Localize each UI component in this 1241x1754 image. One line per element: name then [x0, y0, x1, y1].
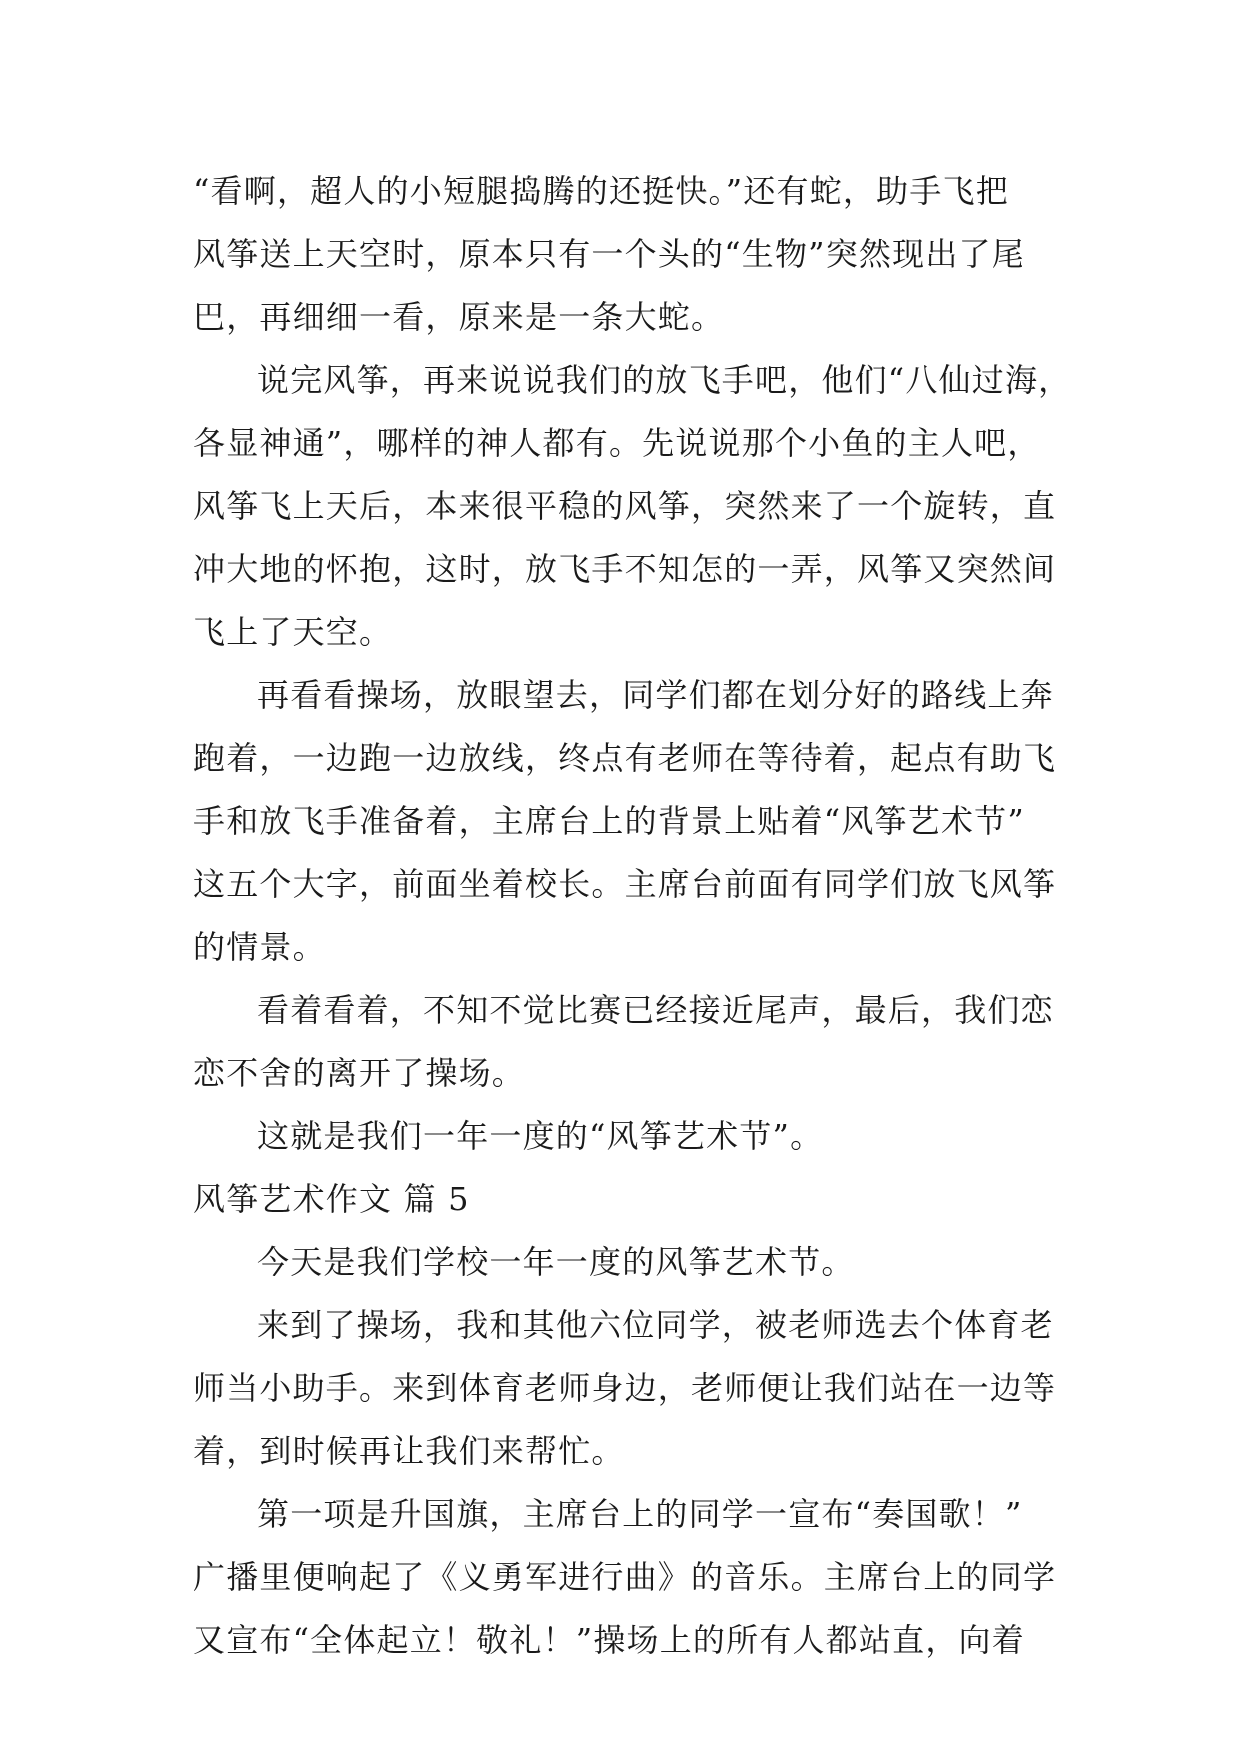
- paragraph-start-line: 说完风筝，再来说说我们的放飞手吧，他们“八仙过海，: [257, 361, 1072, 399]
- text-line: 这五个大字，前面坐着校长。主席台前面有同学们放飞风筝: [193, 865, 1057, 903]
- text-line: 手和放飞手准备着，主席台上的背景上贴着“风筝艺术节”: [193, 802, 1025, 840]
- text-line: 飞上了天空。: [193, 613, 393, 651]
- text-line: 各显神通”，哪样的神人都有。先说说那个小鱼的主人吧，: [193, 424, 1041, 462]
- text-line: 的情景。: [193, 928, 326, 966]
- paragraph-start-line: 看着看着，不知不觉比赛已经接近尾声，最后，我们恋: [257, 991, 1054, 1029]
- text-line: “看啊，超人的小短腿捣腾的还挺快。”还有蛇，助手飞把: [193, 172, 1009, 210]
- paragraph-start-line: 这就是我们一年一度的“风筝艺术节”。: [257, 1117, 824, 1155]
- text-line: 师当小助手。来到体育老师身边，老师便让我们站在一边等: [193, 1369, 1057, 1407]
- paragraph-start-line: 来到了操场，我和其他六位同学，被老师选去个体育老: [257, 1306, 1054, 1344]
- paragraph-start-line: 第一项是升国旗，主席台上的同学一宣布“奏国歌！”: [257, 1495, 1023, 1533]
- section-heading: 风筝艺术作文 篇 5: [193, 1180, 470, 1218]
- text-line: 跑着，一边跑一边放线，终点有老师在等待着，起点有助飞: [193, 739, 1057, 777]
- text-line: 广播里便响起了《义勇军进行曲》的音乐。主席台上的同学: [193, 1558, 1057, 1596]
- text-line: 巴，再细细一看，原来是一条大蛇。: [193, 298, 725, 336]
- text-line: 又宣布“全体起立！敬礼！”操场上的所有人都站直，向着: [193, 1621, 1025, 1659]
- essay-body: [193, 160, 1072, 1672]
- text-line: 恋不舍的离开了操场。: [193, 1054, 526, 1092]
- paragraph-start-line: 再看看操场，放眼望去，同学们都在划分好的路线上奔: [257, 676, 1054, 714]
- text-line: 风筝飞上天后，本来很平稳的风筝，突然来了一个旋转，直: [193, 487, 1057, 525]
- text-line: 着，到时候再让我们来帮忙。: [193, 1432, 625, 1470]
- paragraph-start-line: 今天是我们学校一年一度的风筝艺术节。: [257, 1243, 855, 1281]
- text-line: 冲大地的怀抱，这时，放飞手不知怎的一弄，风筝又突然间: [193, 550, 1057, 588]
- text-line: 风筝送上天空时，原本只有一个头的“生物”突然现出了尾: [193, 235, 1025, 273]
